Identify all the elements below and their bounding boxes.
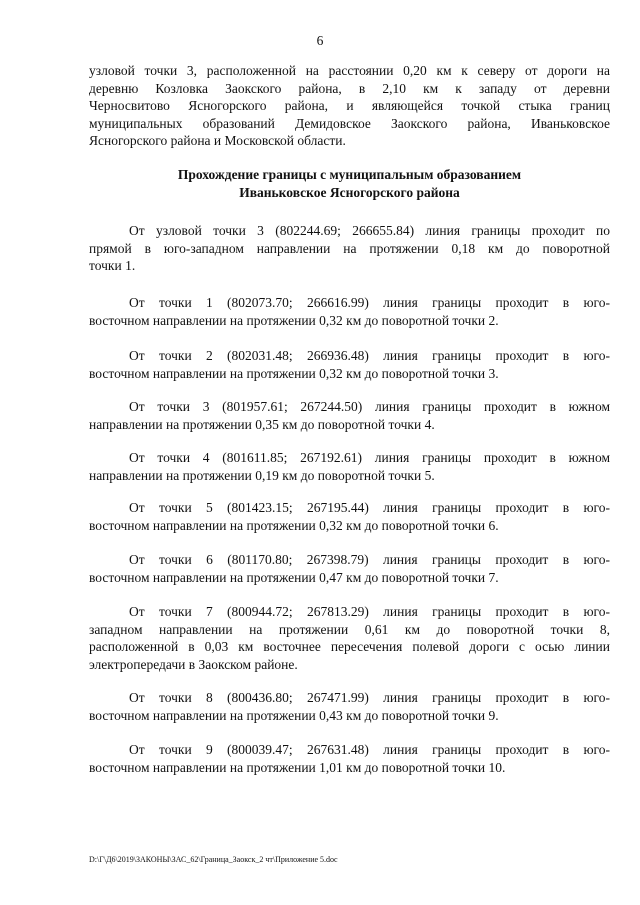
intro-paragraph (89, 62, 610, 150)
text-line: расположенной в 0,03 км восточнее пересечения полевой дороги с осью линии (89, 639, 610, 654)
text-line: От точки 8 (800436.80; 267471.99) линия границы проходит в юго- (129, 690, 610, 705)
text-line: восточном направлении на протяжении 0,32 км до поворотной точки 6. (89, 517, 499, 533)
text-line: восточном направлении на протяжении 0,47 км до поворотной точки 7. (89, 569, 499, 585)
text-line: направлении на протяжении 0,35 км до поворотной точки 4. (89, 416, 435, 432)
text-line: узловой точки 3, расположенной на расстоянии 0,20 км к северу от дороги на (89, 63, 610, 78)
text-line: От точки 7 (800944.72; 267813.29) линия границы проходит в юго- (129, 604, 610, 619)
text-line: направлении на протяжении 0,19 км до поворотной точки 5. (89, 467, 435, 483)
text-line: От точки 1 (802073.70; 266616.99) линия границы проходит в юго- (129, 295, 610, 310)
paragraph (89, 741, 610, 776)
text-line: От точки 9 (800039.47; 267631.48) линия границы проходит в юго- (129, 742, 610, 757)
text-line: От точки 3 (801957.61; 267244.50) линия границы проходит в южном (129, 399, 610, 414)
paragraph (89, 499, 610, 534)
text-line: восточном направлении на протяжении 0,32 км до поворотной точки 3. (89, 365, 499, 381)
paragraph (89, 449, 610, 484)
text-line: От точки 6 (801170.80; 267398.79) линия границы проходит в юго- (129, 552, 610, 567)
text-line: От точки 2 (802031.48; 266936.48) линия границы проходит в юго- (129, 348, 610, 363)
paragraph (89, 551, 610, 586)
footer-file-path: D:\Г\Д6\2019\ЗАКОНЫ\ЗАС_62\Граница_Заокск_2 чт\Приложение 5.doc (89, 855, 338, 864)
paragraph (89, 222, 610, 275)
paragraph (89, 294, 610, 329)
text-line: восточном направлении на протяжении 0,43 км до поворотной точки 9. (89, 707, 499, 723)
text-line: восточном направлении на протяжении 0,32 км до поворотной точки 2. (89, 312, 499, 328)
text-line: От точки 4 (801611.85; 267192.61) линия границы проходит в южном (129, 450, 610, 465)
text-line: восточном направлении на протяжении 1,01 км до поворотной точки 10. (89, 759, 506, 775)
text-line: От точки 5 (801423.15; 267195.44) линия границы проходит в юго- (129, 500, 610, 515)
text-line: западном направлении на протяжении 0,61 км до поворотной точки 8, (89, 621, 610, 637)
text-line: точки 1. (89, 258, 136, 273)
text-line: прямой в юго-западном направлении на протяжении 0,18 км до поворотной (89, 240, 610, 256)
section-heading (89, 166, 610, 201)
paragraph (89, 689, 610, 724)
paragraph (89, 347, 610, 382)
paragraph (89, 603, 610, 673)
text-line: электропередачи в Заокском районе. (89, 656, 298, 672)
heading-line: Иваньковское Ясногорского района (239, 184, 460, 200)
text-line: деревню Козловка Заокского района, в 2,10 км к западу от деревни (89, 80, 610, 96)
text-line: муниципальных образований Демидовское Заокского района, Иваньковское (89, 115, 610, 131)
page-number: 6 (316, 33, 324, 48)
text-line: Ясногорского района и Московской области. (89, 133, 346, 148)
text-line: Черносвитово Ясногорского района, и являющейся точкой стыка границ (89, 98, 610, 113)
text-line: От узловой точки 3 (802244.69; 266655.84) линия границы проходит по (129, 223, 610, 238)
paragraph (89, 398, 610, 433)
heading-line: Прохождение границы с муниципальным образованием (177, 167, 522, 182)
